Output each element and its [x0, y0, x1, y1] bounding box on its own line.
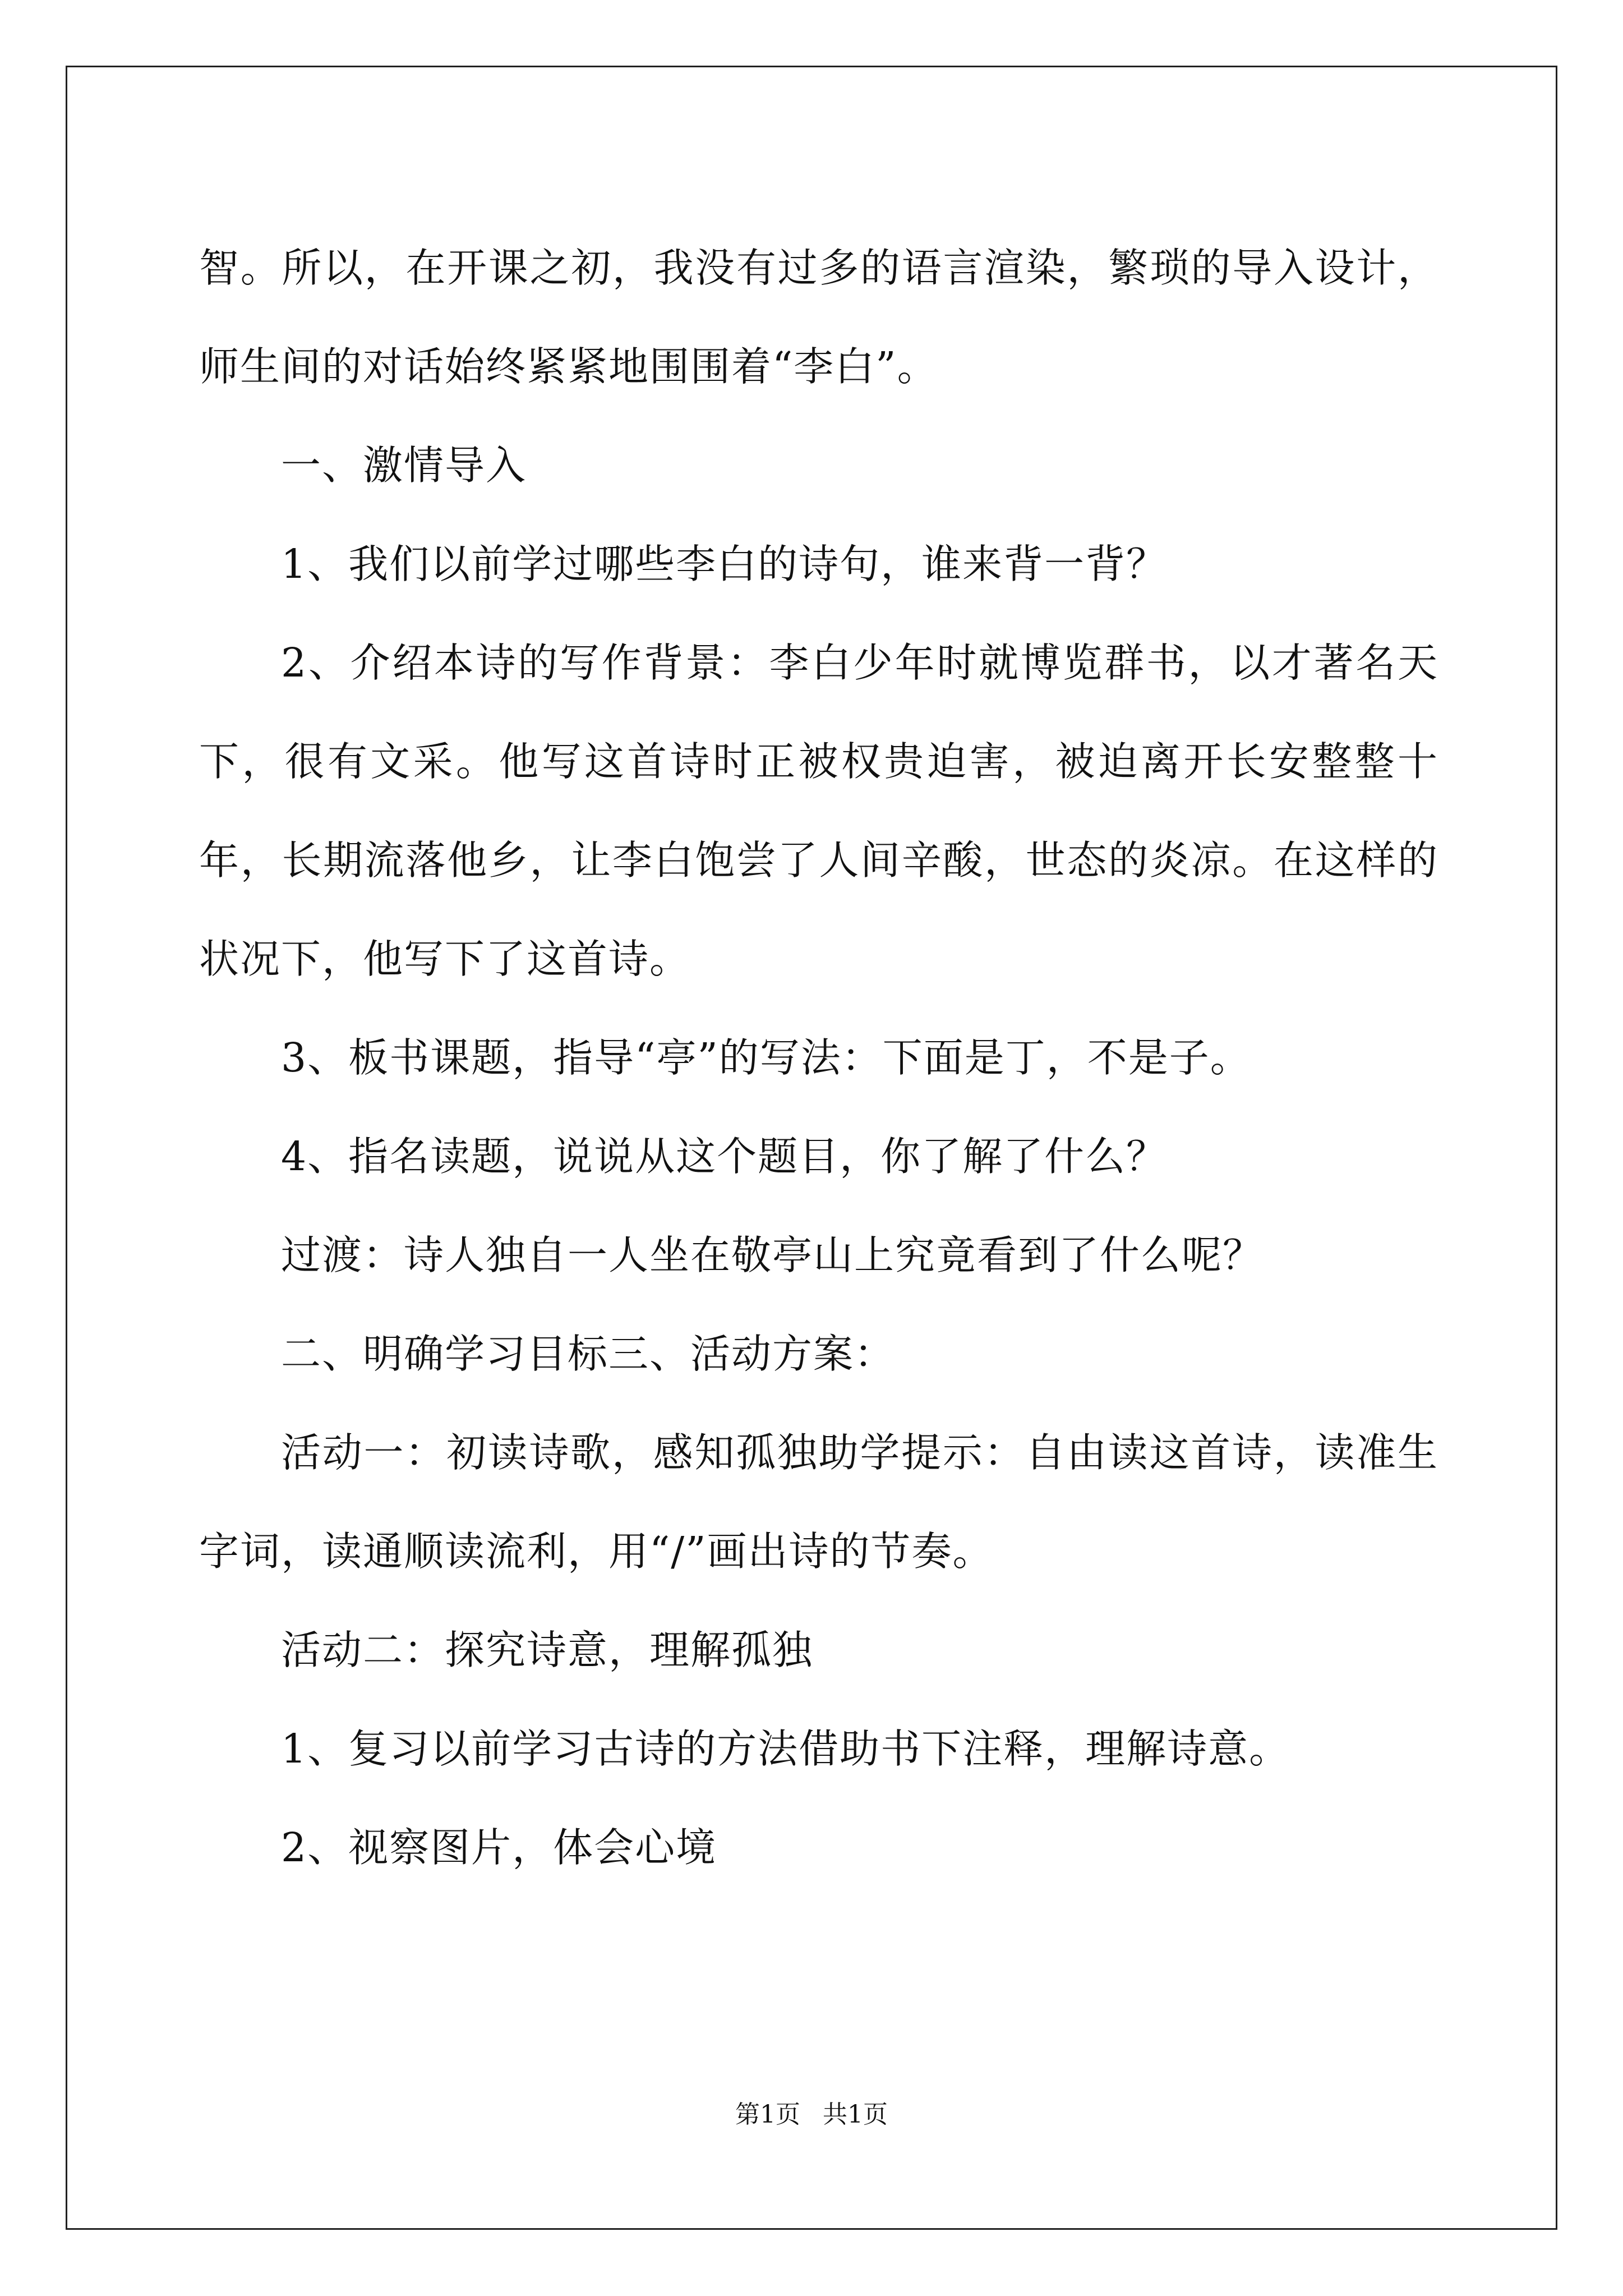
- paragraph: 1、我们以前学过哪些李白的诗句，谁来背一背？: [281, 541, 1168, 587]
- paragraph: 2、介绍本诗的写作背景：李白少年时就博览群书，以才著名天下，很有文采。他写这首诗时正被权贵迫害，被迫离开长安整整十年，长期流落他乡，让李白饱尝了人间辛酸，世态的炎凉。在这样的状况下，他写下了这首诗。: [199, 639, 1438, 982]
- page-number-current: 第1页: [735, 2100, 800, 2129]
- paragraph: 活动一：初读诗歌，感知孤独助学提示：自由读这首诗，读准生字词，读通顺读流利，用“/”画出诗的节奏。: [199, 1429, 1438, 1575]
- paragraph: 3、板书课题，指导“亭”的写法：下面是丁，不是子。: [281, 1034, 1251, 1081]
- document-body: [199, 219, 1438, 1897]
- heading-intro: 一、激情导入: [281, 442, 527, 489]
- paragraph: 4、指名读题，说说从这个题目，你了解了什么？: [281, 1133, 1168, 1180]
- heading-goals: 二、明确学习目标三、活动方案：: [281, 1331, 896, 1377]
- page-footer: [0, 2098, 1623, 2132]
- paragraph: 2、视察图片，体会心境: [281, 1824, 717, 1871]
- paragraph: 1、复习以前学习古诗的方法借助书下注释，理解诗意。: [281, 1726, 1290, 1772]
- heading-activity-two: 活动二：探究诗意，理解孤独: [281, 1627, 814, 1673]
- page-number-total: 共1页: [823, 2100, 888, 2129]
- paragraph: 智。所以，在开课之初，我没有过多的语言渲染，繁琐的导入设计，师生间的对话始终紧紧地围围着“李白”。: [199, 245, 1438, 390]
- paragraph: 过渡：诗人独自一人坐在敬亭山上究竟看到了什么呢？: [281, 1232, 1264, 1278]
